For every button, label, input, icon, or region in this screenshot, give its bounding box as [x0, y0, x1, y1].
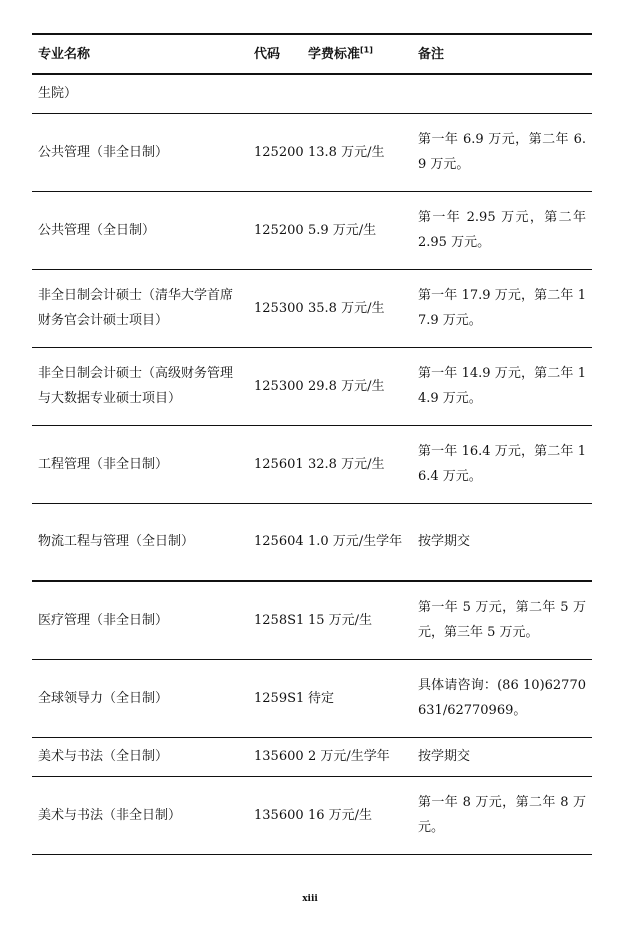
header-fee-label: 学费标准	[308, 46, 361, 62]
cell-fee: 5.9 万元/生	[302, 191, 412, 269]
cell-code: 135600	[248, 776, 302, 854]
table-row	[32, 776, 592, 854]
header-fee-standard	[302, 34, 412, 74]
table-row	[32, 113, 592, 191]
table-row	[32, 191, 592, 269]
cell-code: 125200	[248, 191, 302, 269]
cell-major-name: 全球领导力（全日制）	[32, 659, 248, 737]
cell-code: 125200	[248, 113, 302, 191]
cell-code: 1258S1	[248, 581, 302, 659]
cell-fee: 15 万元/生	[302, 581, 412, 659]
cell-code: 125300	[248, 347, 302, 425]
cell-fee: 35.8 万元/生	[302, 269, 412, 347]
table-row	[32, 659, 592, 737]
fee-footnote-marker: [1]	[360, 45, 373, 55]
cell-major-name: 工程管理（非全日制）	[32, 425, 248, 503]
cell-remarks: 具体请咨询：(86 10)62770631/62770969。	[412, 659, 592, 737]
cell-fee	[302, 74, 412, 113]
cell-remarks: 第一年 16.4 万元，第二年 16.4 万元。	[412, 425, 592, 503]
cell-fee: 16 万元/生	[302, 776, 412, 854]
table-row	[32, 269, 592, 347]
cell-code	[248, 74, 302, 113]
table-header-row	[32, 34, 592, 74]
cell-fee: 13.8 万元/生	[302, 113, 412, 191]
cell-major-name: 美术与书法（全日制）	[32, 737, 248, 776]
cell-major-name: 医疗管理（非全日制）	[32, 581, 248, 659]
cell-fee: 32.8 万元/生	[302, 425, 412, 503]
cell-fee: 2 万元/生学年	[302, 737, 412, 776]
tuition-table	[32, 33, 592, 855]
cell-remarks: 第一年 2.95 万元，第二年 2.95 万元。	[412, 191, 592, 269]
cell-major-name: 美术与书法（非全日制）	[32, 776, 248, 854]
table-row	[32, 74, 592, 113]
cell-major-name: 非全日制会计硕士（清华大学首席财务官会计硕士项目）	[32, 269, 248, 347]
cell-remarks: 第一年 14.9 万元，第二年 14.9 万元。	[412, 347, 592, 425]
table-row	[32, 503, 592, 581]
cell-major-name: 公共管理（全日制）	[32, 191, 248, 269]
cell-major-name: 非全日制会计硕士（高级财务管理与大数据专业硕士项目）	[32, 347, 248, 425]
header-major-name: 专业名称	[32, 34, 248, 74]
cell-code: 125604	[248, 503, 302, 581]
cell-major-name: 物流工程与管理（全日制）	[32, 503, 248, 581]
cell-remarks: 第一年 17.9 万元，第二年 17.9 万元。	[412, 269, 592, 347]
cell-code: 125300	[248, 269, 302, 347]
cell-remarks: 第一年 5 万元，第二年 5 万元，第三年 5 万元。	[412, 581, 592, 659]
cell-remarks: 按学期交	[412, 503, 592, 581]
cell-code: 1259S1	[248, 659, 302, 737]
cell-fee: 待定	[302, 659, 412, 737]
table-row	[32, 737, 592, 776]
cell-remarks: 第一年 8 万元，第二年 8 万元。	[412, 776, 592, 854]
cell-remarks: 按学期交	[412, 737, 592, 776]
cell-major-name: 公共管理（非全日制）	[32, 113, 248, 191]
cell-code: 135600	[248, 737, 302, 776]
table-row	[32, 425, 592, 503]
header-code: 代码	[248, 34, 302, 74]
cell-remarks: 第一年 6.9 万元，第二年 6.9 万元。	[412, 113, 592, 191]
cell-code: 125601	[248, 425, 302, 503]
header-remarks: 备注	[412, 34, 592, 74]
table-row	[32, 347, 592, 425]
cell-major-name: 生院）	[32, 74, 248, 113]
table-row	[32, 581, 592, 659]
page-number: xiii	[302, 894, 318, 904]
cell-fee: 29.8 万元/生	[302, 347, 412, 425]
cell-remarks	[412, 74, 592, 113]
cell-fee: 1.0 万元/生学年	[302, 503, 412, 581]
